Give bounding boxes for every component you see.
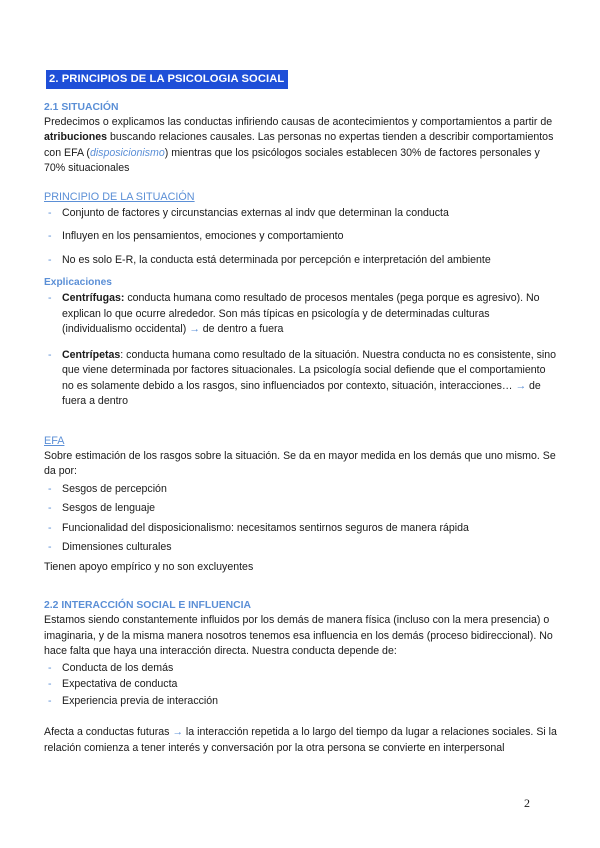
page-number: 2: [524, 796, 530, 810]
list-item-text: Experiencia previa de interacción: [62, 694, 219, 707]
heading-interaccion: 2.2 INTERACCIÓN SOCIAL E INFLUENCIA: [44, 600, 252, 611]
list-item: [44, 540, 560, 556]
list-item: [44, 694, 560, 710]
text-fragment: ) mientras que los psicólogos sociales establecen 30% de factores personales y 70% situacionales: [44, 146, 540, 174]
dash-bullet: -: [48, 253, 52, 266]
list-item: [44, 661, 560, 677]
list-item-tail: de dentro a fuera: [199, 323, 284, 335]
list-item-text: Funcionalidad del disposicionalismo: necesitamos sentirnos seguros de manera rápida: [62, 521, 469, 534]
list-item: [44, 521, 560, 537]
dash-bullet: -: [48, 521, 52, 534]
bold-term-atribuciones: atribuciones: [44, 131, 107, 143]
dash-bullet: -: [48, 292, 52, 304]
list-item-text: Sesgos de lenguaje: [62, 502, 156, 514]
document-page: [44, 70, 560, 756]
list-interaccion: [44, 661, 560, 710]
list-item-text: : conducta humana como resultado de la situación. Nuestra conducta no es consistente, sino que viene determinada por factores situacionales. La psicología social defiende que el comportamiento no es solamente debido a los rasgos, sino influenciados por contexto, situación, interacciones…: [62, 348, 557, 392]
paragraph-situacion: [44, 115, 560, 177]
section-title: 2. PRINCIPIOS DE LA PSICOLOGIA SOCIAL: [46, 70, 288, 89]
list-item-text: Conjunto de factores y circunstancias externas al indv que determinan la conducta: [62, 206, 449, 219]
heading-principio-situacion: PRINCIPIO DE LA SITUACIÓN: [44, 190, 195, 203]
paragraph-efa-outro: Tienen apoyo empírico y no son excluyentes: [44, 560, 254, 573]
heading-efa: EFA: [44, 434, 65, 447]
paragraph-interaccion: Estamos siendo constantemente influidos por los demás de manera física (incluso con la mera presencia) o imaginaria, y de la misma manera nosotros tenemos esa influencia en los demás (proceso bidireccional). No hace falta que haya una interacción directa. Nuestra conducta depende de:: [44, 614, 553, 657]
list-item: [44, 229, 560, 245]
arrow-right-icon: →: [189, 323, 200, 335]
list-principio: [44, 206, 560, 269]
text-fragment: Predecimos o explicamos las conductas infiriendo causas de acontecimientos y comportamientos a partir de: [44, 115, 553, 128]
arrow-right-icon: →: [515, 379, 527, 392]
paragraph-interaccion-outro: [44, 725, 560, 756]
title-block: [46, 70, 560, 89]
dash-bullet: -: [48, 348, 52, 361]
list-explicaciones: [44, 291, 560, 410]
dash-bullet: -: [48, 502, 52, 514]
list-item: [44, 677, 560, 693]
dash-bullet: -: [48, 661, 52, 674]
term-centripetas: Centrípetas: [62, 348, 121, 361]
term-centrifugas: Centrífugas:: [62, 292, 125, 304]
list-item-text: Expectativa de conducta: [62, 678, 178, 690]
dash-bullet: -: [48, 206, 52, 219]
arrow-right-icon: →: [172, 726, 183, 738]
dash-bullet: -: [48, 541, 52, 553]
dash-bullet: -: [48, 694, 52, 707]
list-item-text: No es solo E-R, la conducta está determinada por percepción e interpretación del ambiente: [62, 253, 491, 266]
list-item: [44, 291, 560, 338]
list-item-tail: de fuera a dentro: [62, 379, 541, 407]
list-item: [44, 501, 560, 517]
list-item-text: conducta humana como resultado de procesos mentales (pega porque es agresivo). No explican lo que ocurre alrededor. Son más típicas en psicología y de determinadas culturas (individualismo occidental): [62, 292, 540, 335]
list-item: [44, 206, 560, 222]
list-item-text: Dimensiones culturales: [62, 541, 172, 553]
text-fragment: buscando relaciones causales. Las personas no expertas tienden a describir comportamientos con EFA (: [44, 131, 554, 159]
list-efa: [44, 482, 560, 556]
list-item-text: Sesgos de percepción: [62, 482, 167, 495]
paragraph-efa-intro: Sobre estimación de los rasgos sobre la situación. Se da en mayor medida en los demás que uno mismo. Se da por:: [44, 449, 556, 477]
dash-bullet: -: [48, 482, 52, 495]
list-item-text: Conducta de los demás: [62, 661, 174, 674]
heading-situacion: 2.1 SITUACIÓN: [44, 101, 119, 113]
list-item: [44, 482, 560, 498]
list-item-text: Influyen en los pensamientos, emociones y comportamiento: [62, 230, 344, 242]
list-item: [44, 253, 560, 269]
list-item: [44, 348, 560, 410]
heading-explicaciones: Explicaciones: [44, 277, 112, 288]
text-fragment: la interacción repetida a lo largo del tiempo da lugar a relaciones sociales. Si la relación comienza a tener interés y conversación por la otra persona se convierte en interpersonal: [44, 726, 557, 754]
italic-term-disposicionismo: disposicionismo: [89, 146, 165, 159]
dash-bullet: -: [48, 230, 52, 242]
dash-bullet: -: [48, 678, 52, 690]
text-fragment: Afecta a conductas futuras: [44, 726, 173, 738]
